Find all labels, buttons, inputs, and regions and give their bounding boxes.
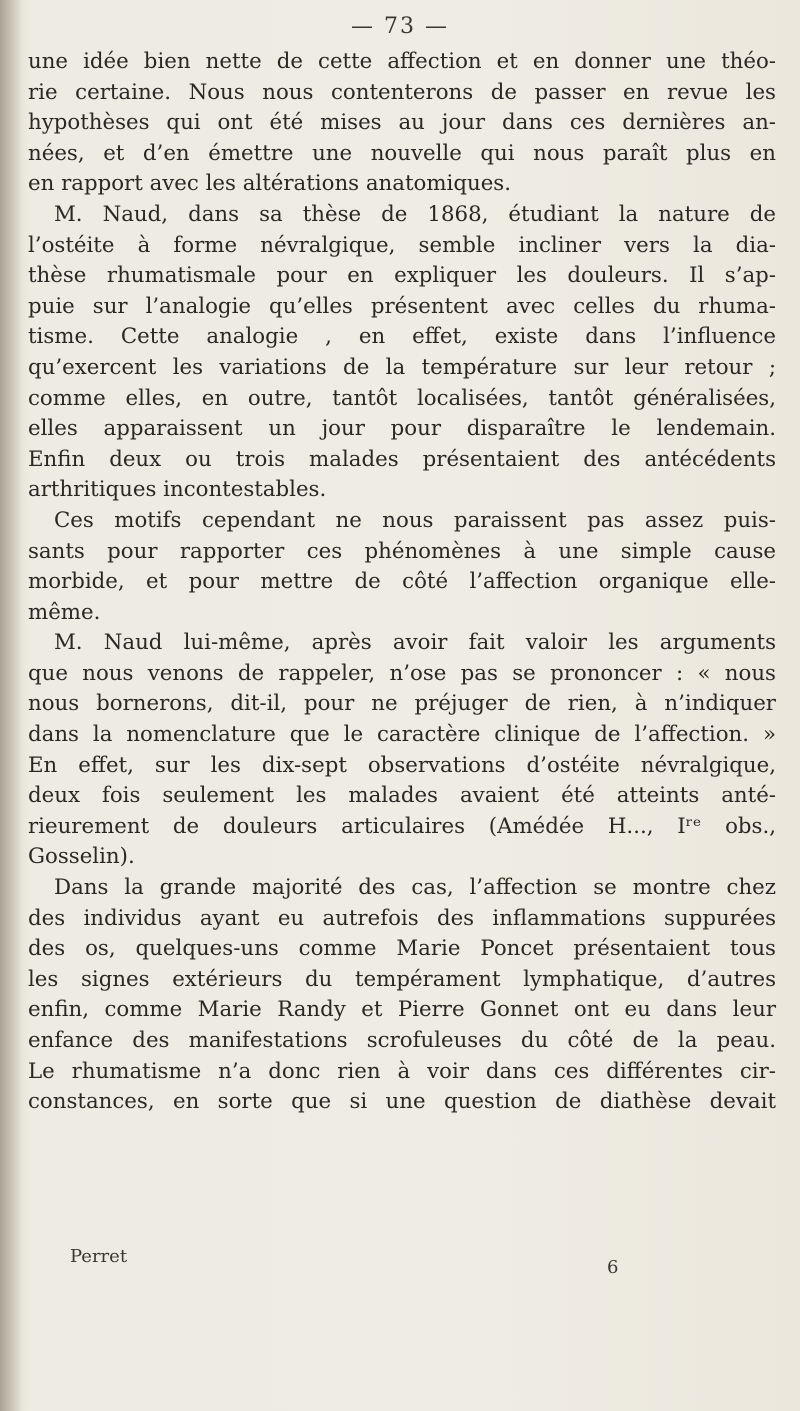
text-line: en rapport avec les altérations anatomiques. [28,171,512,197]
paragraph-start-line: M. Naud lui-même, après avoir fait valoir les arguments [54,630,776,656]
text-line: enfin, comme Marie Randy et Pierre Gonnet ont eu dans leur [28,997,776,1023]
page-number: — 73 — [351,14,449,39]
text-line: les signes extérieurs du tempérament lymphatique, d’autres [28,966,776,992]
text-line: hypothèses qui ont été mises au jour dans ces dernières an- [28,110,776,136]
paragraph-start-line: Dans la grande majorité des cas, l’affection se montre chez [54,875,776,901]
text-line: Enfin deux ou trois malades présentaient des antécédents [28,446,776,472]
text-line: deux fois seulement les malades avaient été atteints anté- [28,783,776,809]
printer-signature: Perret [70,1246,128,1267]
sheet-number: 6 [607,1257,619,1278]
text-line: que nous venons de rappeler, n’ose pas se prononcer : « nous [28,660,776,686]
text-line: rie certaine. Nous nous contenterons de passer en revue les [28,79,776,105]
text-line: puie sur l’analogie qu’elles présentent avec celles du rhuma- [28,293,776,319]
text-line: morbide, et pour mettre de côté l’affection organique elle- [28,569,776,595]
text-line: Le rhumatisme n’a donc rien à voir dans ces différentes cir- [28,1058,776,1084]
text-line: sants pour rapporter ces phénomènes à une simple cause [28,538,776,564]
text-line: enfance des manifestations scrofuleuses du côté de la peau. [28,1028,776,1053]
text-line: Gosselin). [28,844,135,870]
text-line: qu’exercent les variations de la température sur leur retour ; [28,354,776,380]
text-line: des os, quelques-uns comme Marie Poncet présentaient tous [28,936,776,962]
text-line: nous bornerons, dit-il, pour ne préjuger de rien, à n’indiquer [28,691,776,717]
text-line: thèse rhumatismale pour en expliquer les douleurs. Il s’ap- [28,263,776,289]
body-text [28,47,776,1118]
text-line: constances, en sorte que si une question de diathèse devait [28,1089,776,1115]
text-line: une idée bien nette de cette affection et en donner une théo- [28,49,776,74]
text-line: elles apparaissent un jour pour disparaître le lendemain. [28,416,776,442]
text-line: arthritiques incontestables. [28,477,327,503]
text-line: comme elles, en outre, tantôt localisées, tantôt généralisées, [28,385,776,411]
text-line: même. [28,599,101,625]
text-line: l’ostéite à forme névralgique, semble incliner vers la dia- [28,232,776,258]
text-line: nées, et d’en émettre une nouvelle qui nous paraît plus en [28,140,776,166]
text-line: des individus ayant eu autrefois des inflammations suppurées [28,905,776,931]
text-line: tisme. Cette analogie , en effet, existe dans l’influence [28,324,776,350]
text-line: En effet, sur les dix-sept observations d’ostéite névralgique, [28,752,776,778]
text-line: rieurement de douleurs articulaires (Amédée H..., Iʳᵉ obs., [28,813,776,839]
text-line: dans la nomenclature que le caractère clinique de l’affection. » [28,722,776,748]
paragraph-start-line: Ces motifs cependant ne nous paraissent pas assez puis- [54,507,776,533]
paragraph-start-line: M. Naud, dans sa thèse de 1868, étudiant la nature de [54,201,776,227]
binding-shadow [0,0,22,1411]
